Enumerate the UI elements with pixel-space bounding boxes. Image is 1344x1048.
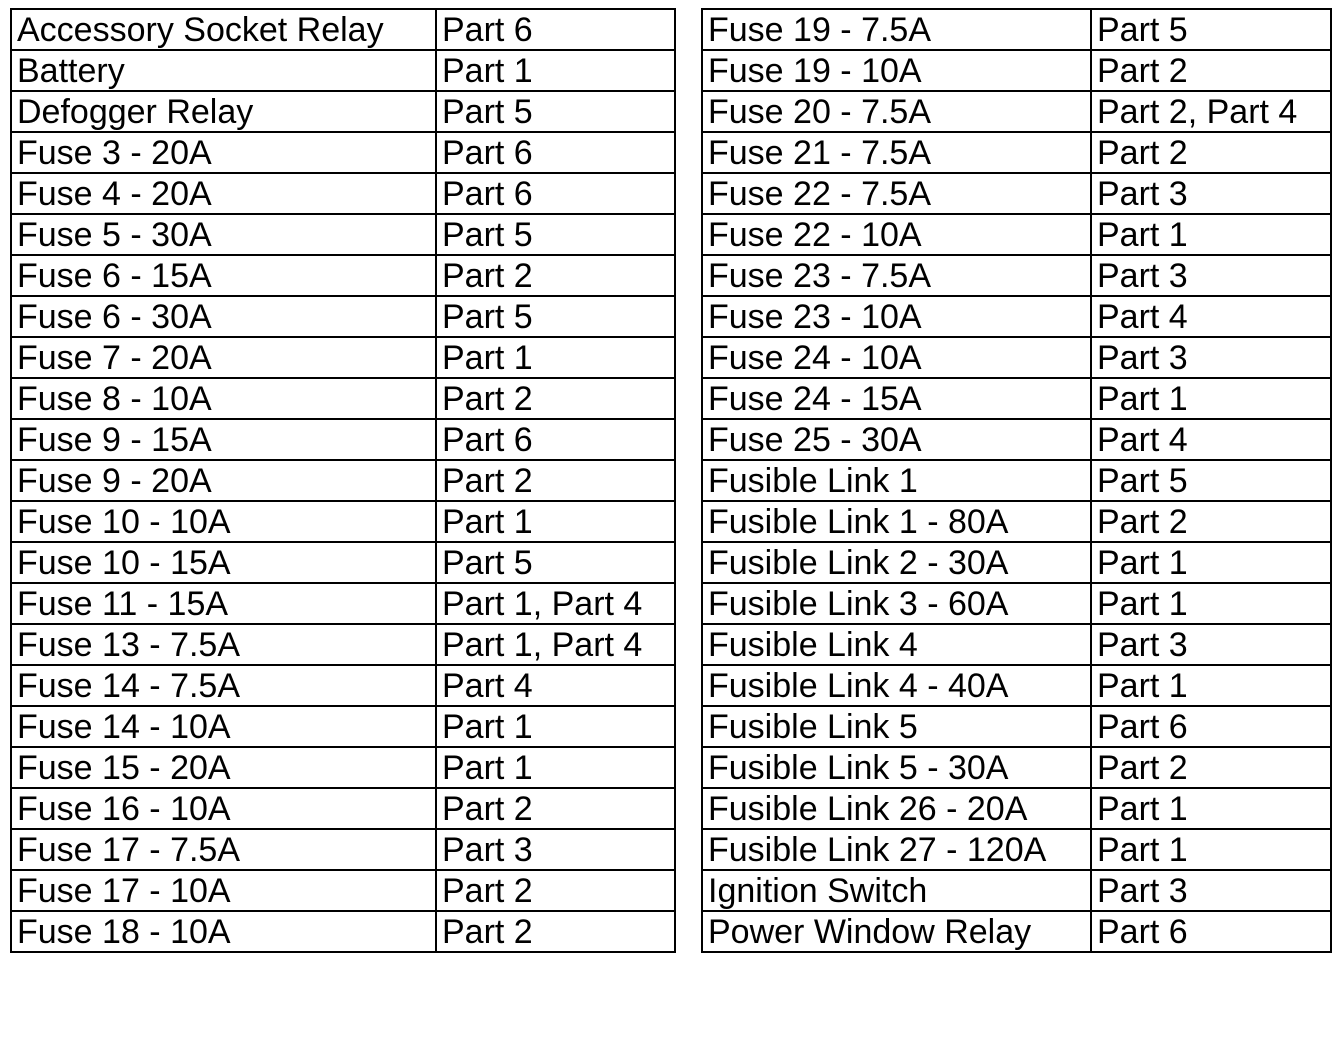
part-reference-cell: Part 6 — [436, 132, 675, 173]
part-reference-cell: Part 3 — [1091, 870, 1331, 911]
part-reference-cell: Part 1 — [1091, 542, 1331, 583]
component-name-cell: Battery — [11, 50, 436, 91]
part-reference-cell: Part 4 — [1091, 296, 1331, 337]
table-row — [702, 788, 1331, 829]
table-row — [11, 460, 675, 501]
component-name-cell: Accessory Socket Relay — [11, 9, 436, 50]
component-name-cell: Fuse 10 - 15A — [11, 542, 436, 583]
table-row — [11, 747, 675, 788]
table-row — [702, 378, 1331, 419]
table-row — [702, 460, 1331, 501]
part-reference-cell: Part 1 — [436, 50, 675, 91]
part-reference-cell: Part 1 — [1091, 583, 1331, 624]
component-index-table-left — [10, 8, 676, 953]
part-reference-cell: Part 1 — [436, 337, 675, 378]
table-row — [702, 747, 1331, 788]
table-row — [11, 501, 675, 542]
part-reference-cell: Part 1 — [1091, 788, 1331, 829]
component-name-cell: Defogger Relay — [11, 91, 436, 132]
component-name-cell: Fuse 18 - 10A — [11, 911, 436, 952]
part-reference-cell: Part 6 — [1091, 706, 1331, 747]
component-name-cell: Fuse 9 - 20A — [11, 460, 436, 501]
component-name-cell: Fuse 23 - 7.5A — [702, 255, 1091, 296]
part-reference-cell: Part 5 — [436, 214, 675, 255]
table-row — [702, 296, 1331, 337]
component-name-cell: Fuse 22 - 7.5A — [702, 173, 1091, 214]
right-table-body — [702, 9, 1331, 952]
part-reference-cell: Part 1 — [1091, 665, 1331, 706]
table-row — [11, 337, 675, 378]
component-name-cell: Fuse 19 - 10A — [702, 50, 1091, 91]
component-name-cell: Fuse 20 - 7.5A — [702, 91, 1091, 132]
part-reference-cell: Part 3 — [1091, 624, 1331, 665]
part-reference-cell: Part 2 — [436, 460, 675, 501]
table-row — [702, 91, 1331, 132]
part-reference-cell: Part 2 — [1091, 50, 1331, 91]
table-row — [702, 624, 1331, 665]
table-row — [11, 214, 675, 255]
component-name-cell: Fuse 6 - 15A — [11, 255, 436, 296]
part-reference-cell: Part 3 — [1091, 337, 1331, 378]
part-reference-cell: Part 1 — [436, 501, 675, 542]
component-name-cell: Fusible Link 4 — [702, 624, 1091, 665]
table-row — [702, 501, 1331, 542]
table-row — [11, 542, 675, 583]
part-reference-cell: Part 6 — [436, 9, 675, 50]
component-name-cell: Fuse 6 - 30A — [11, 296, 436, 337]
part-reference-cell: Part 3 — [436, 829, 675, 870]
part-reference-cell: Part 5 — [1091, 9, 1331, 50]
component-name-cell: Fuse 24 - 10A — [702, 337, 1091, 378]
part-reference-cell: Part 2 — [436, 378, 675, 419]
part-reference-cell: Part 2 — [436, 255, 675, 296]
table-row — [702, 829, 1331, 870]
component-name-cell: Fuse 19 - 7.5A — [702, 9, 1091, 50]
part-reference-cell: Part 1 — [1091, 829, 1331, 870]
component-name-cell: Fuse 4 - 20A — [11, 173, 436, 214]
component-name-cell: Fuse 17 - 10A — [11, 870, 436, 911]
part-reference-cell: Part 1 — [1091, 214, 1331, 255]
table-row — [702, 419, 1331, 460]
part-reference-cell: Part 4 — [436, 665, 675, 706]
component-name-cell: Fusible Link 1 — [702, 460, 1091, 501]
table-row — [11, 296, 675, 337]
part-reference-cell: Part 1, Part 4 — [436, 624, 675, 665]
left-table-body — [11, 9, 675, 952]
part-reference-cell: Part 6 — [1091, 911, 1331, 952]
table-row — [11, 419, 675, 460]
part-reference-cell: Part 6 — [436, 173, 675, 214]
component-name-cell: Fuse 24 - 15A — [702, 378, 1091, 419]
table-row — [11, 911, 675, 952]
component-name-cell: Ignition Switch — [702, 870, 1091, 911]
part-reference-cell: Part 2, Part 4 — [1091, 91, 1331, 132]
table-row — [702, 706, 1331, 747]
table-row — [702, 665, 1331, 706]
part-reference-cell: Part 2 — [1091, 501, 1331, 542]
part-reference-cell: Part 6 — [436, 419, 675, 460]
table-row — [702, 911, 1331, 952]
table-row — [11, 706, 675, 747]
component-name-cell: Fuse 21 - 7.5A — [702, 132, 1091, 173]
table-row — [11, 665, 675, 706]
component-name-cell: Fuse 22 - 10A — [702, 214, 1091, 255]
component-name-cell: Fuse 3 - 20A — [11, 132, 436, 173]
component-name-cell: Fuse 10 - 10A — [11, 501, 436, 542]
table-row — [702, 132, 1331, 173]
component-name-cell: Fuse 8 - 10A — [11, 378, 436, 419]
component-name-cell: Fusible Link 27 - 120A — [702, 829, 1091, 870]
component-name-cell: Fuse 17 - 7.5A — [11, 829, 436, 870]
part-reference-cell: Part 3 — [1091, 255, 1331, 296]
component-name-cell: Power Window Relay — [702, 911, 1091, 952]
component-name-cell: Fusible Link 4 - 40A — [702, 665, 1091, 706]
table-row — [11, 583, 675, 624]
part-reference-cell: Part 5 — [436, 296, 675, 337]
table-row — [702, 50, 1331, 91]
part-reference-cell: Part 2 — [1091, 747, 1331, 788]
component-name-cell: Fuse 25 - 30A — [702, 419, 1091, 460]
component-name-cell: Fuse 14 - 7.5A — [11, 665, 436, 706]
component-name-cell: Fusible Link 5 — [702, 706, 1091, 747]
part-reference-cell: Part 2 — [1091, 132, 1331, 173]
table-row — [11, 378, 675, 419]
part-reference-cell: Part 2 — [436, 911, 675, 952]
table-row — [11, 50, 675, 91]
part-reference-cell: Part 5 — [436, 91, 675, 132]
part-reference-cell: Part 1 — [436, 706, 675, 747]
component-name-cell: Fusible Link 1 - 80A — [702, 501, 1091, 542]
table-row — [11, 132, 675, 173]
component-name-cell: Fuse 14 - 10A — [11, 706, 436, 747]
part-reference-cell: Part 3 — [1091, 173, 1331, 214]
component-name-cell: Fuse 9 - 15A — [11, 419, 436, 460]
component-name-cell: Fuse 5 - 30A — [11, 214, 436, 255]
table-row — [702, 583, 1331, 624]
table-row — [702, 173, 1331, 214]
component-name-cell: Fuse 13 - 7.5A — [11, 624, 436, 665]
table-row — [11, 9, 675, 50]
table-row — [11, 870, 675, 911]
component-name-cell: Fuse 15 - 20A — [11, 747, 436, 788]
component-name-cell: Fusible Link 5 - 30A — [702, 747, 1091, 788]
table-row — [702, 9, 1331, 50]
part-reference-cell: Part 2 — [436, 870, 675, 911]
table-row — [11, 91, 675, 132]
component-name-cell: Fusible Link 2 - 30A — [702, 542, 1091, 583]
table-row — [11, 255, 675, 296]
part-reference-cell: Part 4 — [1091, 419, 1331, 460]
component-name-cell: Fuse 16 - 10A — [11, 788, 436, 829]
part-reference-cell: Part 5 — [436, 542, 675, 583]
table-row — [11, 788, 675, 829]
table-row — [702, 542, 1331, 583]
table-row — [11, 624, 675, 665]
component-name-cell: Fusible Link 3 - 60A — [702, 583, 1091, 624]
table-row — [11, 829, 675, 870]
table-row — [702, 214, 1331, 255]
component-name-cell: Fusible Link 26 - 20A — [702, 788, 1091, 829]
part-reference-cell: Part 1 — [436, 747, 675, 788]
part-reference-cell: Part 5 — [1091, 460, 1331, 501]
component-index-table-right — [701, 8, 1332, 953]
part-reference-cell: Part 1 — [1091, 378, 1331, 419]
part-reference-cell: Part 2 — [436, 788, 675, 829]
component-name-cell: Fuse 23 - 10A — [702, 296, 1091, 337]
component-name-cell: Fuse 11 - 15A — [11, 583, 436, 624]
component-name-cell: Fuse 7 - 20A — [11, 337, 436, 378]
part-reference-cell: Part 1, Part 4 — [436, 583, 675, 624]
table-row — [702, 255, 1331, 296]
table-row — [11, 173, 675, 214]
table-row — [702, 337, 1331, 378]
table-row — [702, 870, 1331, 911]
